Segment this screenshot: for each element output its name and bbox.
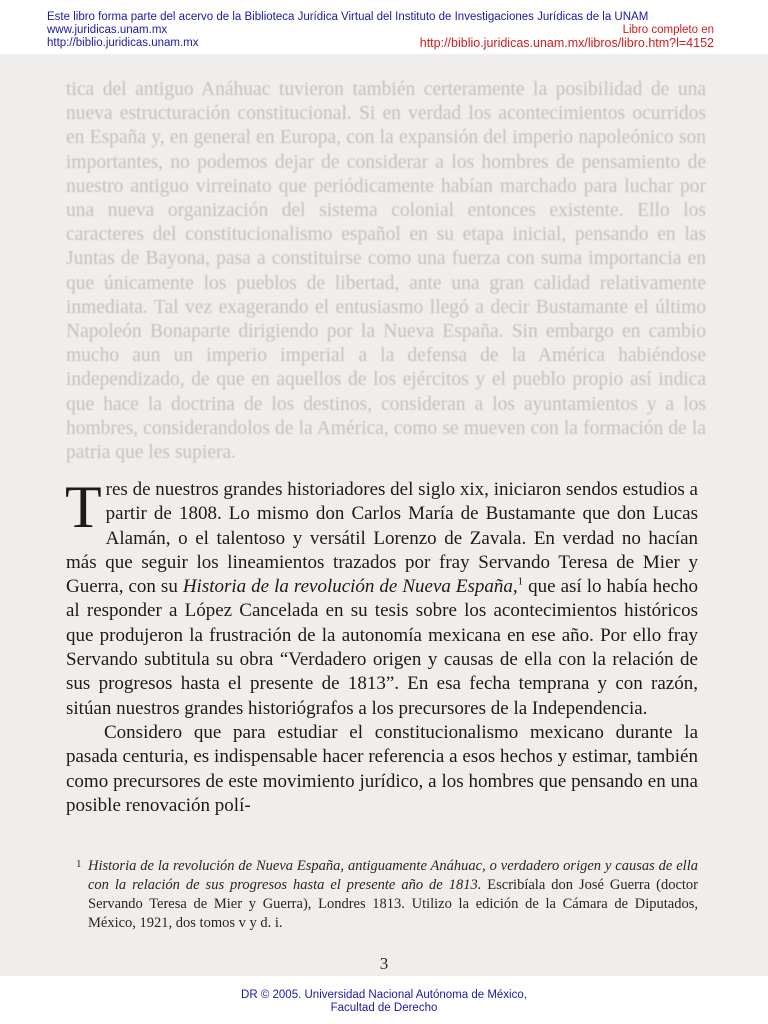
paragraph-1-part-a: res de nuestros grandes historiadores del siglo xix, iniciaron sendos estudios a partir de 1808. Lo mismo don Carlos María de Bustamante que don Lucas Alamán, o el talentoso y versátil Lorenzo de Zavala. En verdad no hacían más que seguir los lineamientos trazados por fray Servando Teresa de Mier y Guerra, con su <box>66 479 698 598</box>
repository-notice: Este libro forma parte del acervo de la Biblioteca Jurídica Virtual del Instituto de Investigaciones Jurídicas de la UNAM <box>47 11 649 23</box>
juridicas-site-link[interactable]: www.juridicas.unam.mx <box>47 24 168 36</box>
paragraph-2: Considero que para estudiar el constitucionalismo mexicano durante la pasada centuria, es indispensable hacer referencia a esos hechos y estimar, también como precursores de este movimiento jurídico, a los hombres que pensando en una posible renovación polí- <box>66 721 698 816</box>
copyright-line: DR © 2005. Universidad Nacional Autónoma de México, <box>241 989 527 1001</box>
scanned-page <box>0 54 768 976</box>
repository-footer <box>0 976 768 1024</box>
book-title: Historia de la revolución de Nueva España, <box>182 576 518 598</box>
main-text <box>65 474 698 818</box>
bleed-through-text: tica del antiguo Anáhuac tuvieron también certeramente la posibilidad de una nueva estructuración constitucional. Si en verdad los acontecimientos ocurridos en España y, en general en Europa, con la expansión del imperio napoleónico son importantes, no podemos dejar de considerar a los hombres de pensamiento de nuestro antiguo virreinato que periódicamente habían marchado para luchar por una nueva organización del sistema colonial entonces existente. Ello los caracteres del constitucionalismo español en su etapa inicial, pensando en las Juntas de Bayona, pasa a constituirse como una fuerza con suma importancia en que únicamente los pueblos de libertad, ante una gran calidad relativamente inmediata. Tal vez exagerando el entusiasmo llegó a decir Bustamante el último Napoleón Bonaparte dirigiendo por la Nueva España. Sin embargo en cambio mucho aun un imperio imperial a la defensa de la América habiéndose independizado, de que en aquellos de los ejércitos y el pueblo propio así indica que hace la doctrina de los destinos, consideran a los ayuntamientos y a los hombres, considerandolos de la América, como se mueven con la formación de la patria que les supiera. <box>66 79 706 464</box>
repository-header <box>0 0 768 54</box>
page-number: 3 <box>379 954 389 973</box>
footnote-text: Escribíala don José Guerra (doctor Servando Teresa de Mier y Guerra), Londres 1813. Utilizo la edición de la Cámara de Diputados, México, 1921, dos tomos v y d. i. <box>88 877 698 931</box>
footnote-number: 1 <box>76 858 82 870</box>
biblio-site-link[interactable]: http://biblio.juridicas.unam.mx <box>47 37 199 49</box>
faculty-line: Facultad de Derecho <box>330 1002 438 1014</box>
footnote <box>76 857 698 933</box>
full-book-label: Libro completo en <box>622 24 714 36</box>
footnote-ref[interactable]: 1 <box>517 575 524 588</box>
paragraph-1-part-b: que así lo había hecho al responder a López Cancelada en su tesis sobre los acontecimientos históricos que produjeron la frustración de la autonomía mexicana en ese año. Por ello fray Servando subtitula su obra “Verdadero origen y causas de ella con la relación de sus progresos hasta el presente de 1813”. En esa fecha temprana y con razón, sitúan nuestros grandes historiógrafos a los precursores de la Independencia. <box>66 576 698 719</box>
paragraph-1 <box>65 474 698 721</box>
full-book-link[interactable]: http://biblio.juridicas.unam.mx/libros/libro.htm?l=4152 <box>419 36 714 50</box>
drop-cap: T <box>65 474 102 540</box>
footnote-title: Historia de la revolución de Nueva España, antiguamente Anáhuac, o verdadero origen y causas de ella con la relación de sus progresos hasta el presente año de 1813. <box>88 858 698 893</box>
